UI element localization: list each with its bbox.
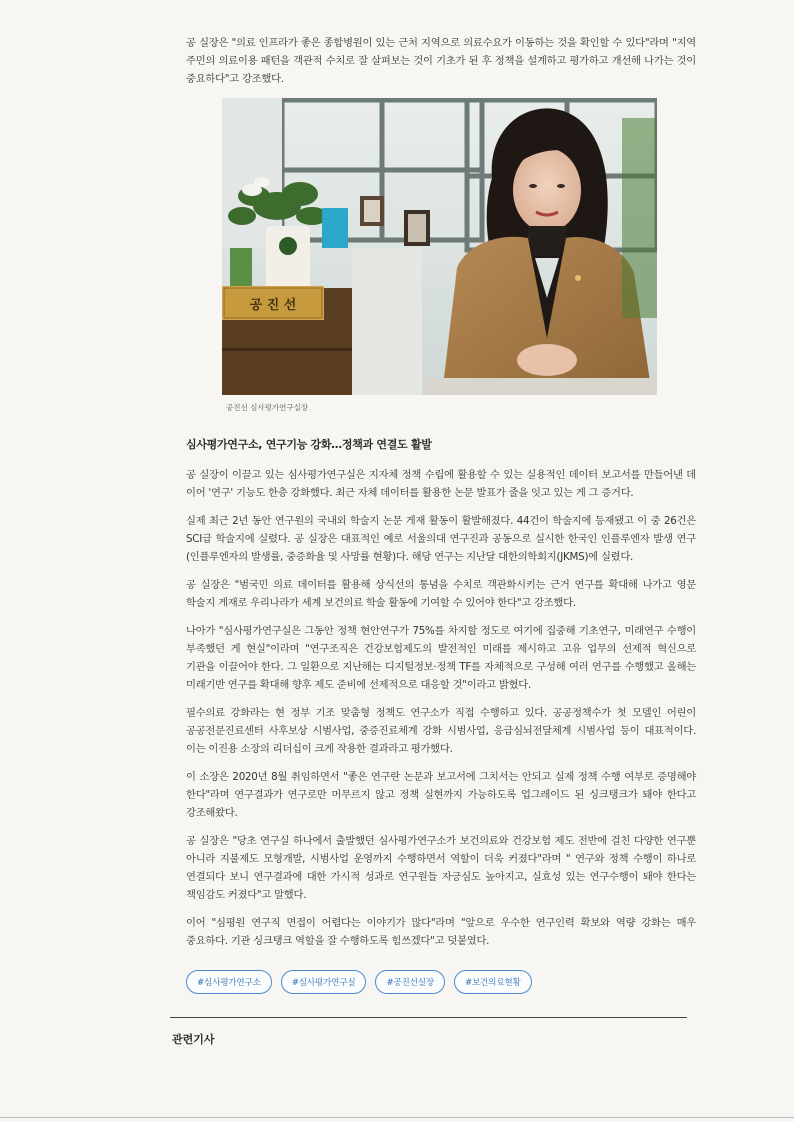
intro-paragraph: 공 실장은 "의료 인프라가 좋은 종합병원이 있는 근처 지역으로 의료수요가 이동하는 것을 확인할 수 있다"라며 "지역 주민의 의료이용 패턴을 객관적 수치로 잘 살펴보는 것이 기초가 된 후 정책을 설계하고 평가하고 개선해 나가는 것이 중요하다"고 강조했다.	[186, 37, 696, 85]
nameplate-text: 공 진 선	[249, 298, 297, 313]
tag-link[interactable]: #공진선실장	[375, 970, 445, 994]
article-body	[186, 34, 696, 994]
body-paragraph-2: 실제 최근 2년 동안 연구원의 국내외 학술지 논문 게재 활동이 활발해졌다. 44건이 학술지에 등재됐고 이 중 26건은 SCI급 학술지에 실렸다. 공 실장은 대표적인 예로 서울의대 연구진과 공동으로 실시한 한국인 인플루엔자 발생 연구(인플루엔자의 발생률, 중증화율 및 사망률 현황)다. 해당 연구는 지난달 대한의학회지(JKMS)에 실렸다.	[186, 515, 696, 563]
photo-caption: 공진선 심사평가연구실장	[226, 403, 309, 412]
article-photo-block	[222, 98, 657, 414]
tag-link[interactable]: #심사평가연구실	[281, 970, 367, 994]
body-paragraph-6: 이 소장은 2020년 8월 취임하면서 "좋은 연구란 논문과 보고서에 그치서는 안되고 실제 정책 수행 여부로 증명해야 한다"라며 연구결과가 연구로만 머무르지 않고 정책 실현까지 가능하도록 업그레이드 된 싱크탱크가 돼야 한다고 강조해왔다.	[186, 771, 696, 819]
tag-link[interactable]: #심사평가연구소	[186, 970, 272, 994]
tag-link[interactable]: #보건의료현황	[454, 970, 532, 994]
body-paragraph-1: 공 실장이 이끌고 있는 심사평가연구실은 지자체 정책 수립에 활용할 수 있는 실용적인 데이터 보고서를 만들어낸 데 이어 '연구' 기능도 한층 강화했다. 최근 자체 데이터를 활용한 논문 발표가 줄을 잇고 있는 게 그 증거다.	[186, 469, 696, 499]
page-bottom-line	[0, 1117, 794, 1118]
section-divider	[170, 1017, 687, 1018]
body-paragraph-8: 이어 "심평원 연구직 면접이 어렵다는 이야기가 많다"라며 "앞으로 우수한 연구인력 확보와 역량 강화는 매우 중요하다. 기관 싱크탱크 역할을 잘 수행하도록 힘쓰겠다"고 덧붙였다.	[186, 917, 696, 947]
body-paragraph-5: 필수의료 강화라는 현 정부 기조 맞춤형 정책도 연구소가 직접 수행하고 있다. 공공정책수가 첫 모델인 어린이 공공전문진료센터 사후보상 시범사업, 중증진료체계 강화 시범사업, 응급심뇌전달체계 시범사업 등이 대표적이다. 이는 이진용 소장의 리더십이 크게 작용한 결과라고 평가했다.	[186, 707, 696, 755]
body-paragraph-4: 나아가 "심사평가연구실은 그동안 정책 현안연구가 75%를 차지할 정도로 여기에 집중해 기초연구, 미래연구 수행이 부족했던 게 현실"이라며 "연구조직은 건강보험제도의 발전적인 미래를 제시하고 고유 업무의 선제적 혁신으로 기관을 이끌어야 한다. 그 일환으로 지난해는 디지털정보·정책 TF를 자체적으로 구성해 여러 연구를 수행했고 올해는 미래기반 연구를 확대해 향후 제도 준비에 선제적으로 대응할 것"이라고 밝혔다.	[186, 625, 696, 691]
section-subheading: 심사평가연구소, 연구기능 강화…정책과 연결도 활발	[186, 438, 432, 451]
related-articles-heading: 관련기사	[172, 1033, 215, 1046]
tag-list	[186, 970, 696, 994]
interview-photo	[222, 98, 657, 395]
body-paragraph-7: 공 실장은 "당초 연구실 하나에서 출발했던 심사평가연구소가 보건의료와 건강보험 제도 전반에 걸친 다양한 연구뿐 아니라 지불제도 모형개발, 시범사업 운영까지 수행하면서 역할이 더욱 커졌다"라며 " 연구와 정책 수행이 하나로 연결되다 보니 연구결과에 대한 가시적 성과로 연구원들 자긍심도 높아지고, 실효성 있는 연구수행이 돼야 한다는 책임감도 커졌다"고 말했다.	[186, 835, 696, 901]
photo-illustration	[222, 98, 657, 395]
body-paragraph-3: 공 실장은 "범국민 의료 데이터를 활용해 상식선의 통념을 수치로 객관화시키는 근거 연구를 확대해 나가고 영문 학술지 게재로 우리나라가 세계 보건의료 학술 활동에 기여할 수 있어야 한다"고 강조했다.	[186, 579, 696, 609]
